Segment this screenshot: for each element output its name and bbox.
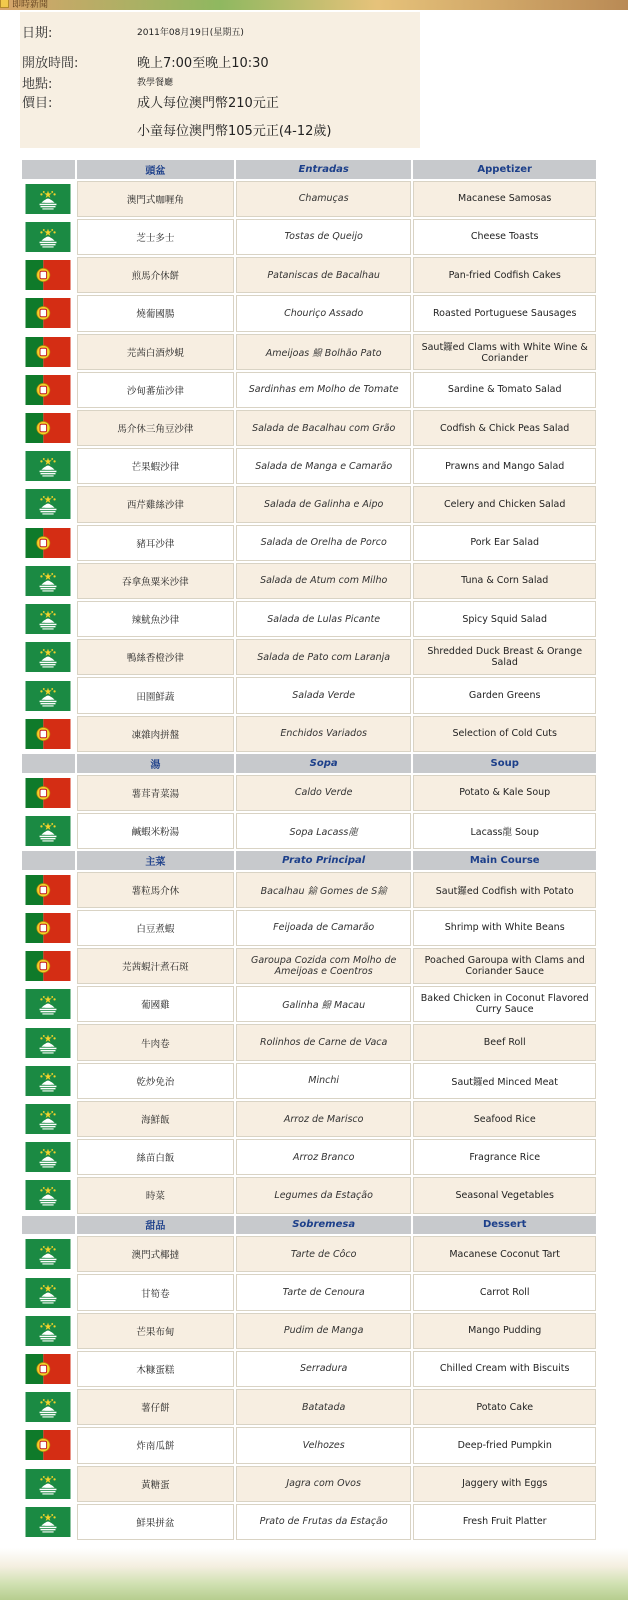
place-label: 地點: [22,77,53,92]
macau-flag-icon [24,1239,72,1269]
dish-name-pt: Salada de Manga e Camarão [236,448,411,484]
macau-flag-icon [24,1104,72,1134]
dish-name-en: Prawns and Mango Salad [413,448,596,484]
portugal-flag-icon [24,298,72,328]
macau-flag-icon [24,1278,72,1308]
flag-cell [22,910,75,946]
flag-cell [22,1236,75,1272]
dish-name-zh: 海鮮飯 [77,1101,234,1137]
flag-cell [22,986,75,1022]
dish-name-zh: 芫茜蜆汁煮石斑 [77,948,234,984]
dish-name-en: Potato & Kale Soup [413,775,596,811]
menu-item-row [22,1063,596,1099]
dish-name-zh: 芝士多士 [77,219,234,255]
place-value: 教學餐廳 [137,78,174,88]
dish-name-en: Potato Cake [413,1389,596,1425]
portugal-flag-icon [24,528,72,558]
section-header-en: Dessert [413,1216,596,1235]
place-row [20,73,420,92]
section-header-blank [22,160,75,179]
dish-name-zh: 甘筍卷 [77,1274,234,1310]
menu-item-row [22,486,596,522]
menu-item-row [22,219,596,255]
dish-name-pt: Jagra com Ovos [236,1466,411,1502]
dish-name-pt: Sopa Lacass龍 [236,813,411,849]
hours-label: 開放時間: [22,56,79,71]
dish-name-zh: 澳門式椰撻 [77,1236,234,1272]
section-header-pt: Entradas [236,160,411,179]
section-header-zh: 頭盆 [77,160,234,179]
dish-name-pt: Caldo Verde [236,775,411,811]
portugal-flag-icon [24,413,72,443]
menu-item-row [22,1274,596,1310]
dish-name-en: Deep-fried Pumpkin [413,1427,596,1463]
dish-name-en: Saut鑼ed Minced Meat [413,1063,596,1099]
section-header-zh: 主菜 [77,851,234,870]
dish-name-pt: Arroz de Marisco [236,1101,411,1137]
macau-flag-icon [24,1469,72,1499]
dish-name-pt: Enchidos Variados [236,716,411,752]
dish-name-en: Codfish & Chick Peas Salad [413,410,596,446]
portugal-flag-icon [24,375,72,405]
flag-cell [22,1427,75,1463]
flag-cell [22,448,75,484]
dish-name-pt: Tarte de Côco [236,1236,411,1272]
menu-item-row [22,448,596,484]
dish-name-en: Fragrance Rice [413,1139,596,1175]
dish-name-pt: Tarte de Cenoura [236,1274,411,1310]
bottom-decoration-banner [0,1548,628,1600]
dish-name-en: Roasted Portuguese Sausages [413,295,596,331]
dish-name-zh: 辣魷魚沙律 [77,601,234,637]
macau-flag-icon [24,642,72,672]
dish-name-zh: 薯粒馬介休 [77,872,234,908]
dish-name-en: Tuna & Corn Salad [413,563,596,599]
dish-name-en: Carrot Roll [413,1274,596,1310]
price-label: 價目: [22,96,53,111]
dish-name-en: Chilled Cream with Biscuits [413,1351,596,1387]
dish-name-en: Spicy Squid Salad [413,601,596,637]
dish-name-en: Celery and Chicken Salad [413,486,596,522]
portugal-flag-icon [24,1430,72,1460]
menu-item-row [22,257,596,293]
section-header-pt: Prato Principal [236,851,411,870]
price-adult: 成人每位澳門幣210元正 [137,96,279,111]
flag-cell [22,1466,75,1502]
dish-name-en: Macanese Samosas [413,181,596,217]
macau-flag-icon [24,222,72,252]
menu-item-row [22,334,596,370]
macau-flag-icon [24,1316,72,1346]
macau-flag-icon [24,604,72,634]
macau-flag-icon [24,184,72,214]
dish-name-zh: 沙甸蕃茄沙律 [77,372,234,408]
dish-name-pt: Salada de Galinha e Aipo [236,486,411,522]
macau-flag-icon [24,1028,72,1058]
flag-cell [22,639,75,675]
flag-cell [22,1063,75,1099]
dish-name-en: Saut鑼ed Clams with White Wine & Coriander [413,334,596,370]
menu-item-row [22,910,596,946]
flag-cell [22,716,75,752]
dish-name-pt: Minchi [236,1063,411,1099]
price-child-row [20,120,420,140]
menu-item-row [22,1427,596,1463]
dish-name-zh: 西芹雞絲沙律 [77,486,234,522]
hours-value: 晚上7:00至晚上10:30 [137,56,269,71]
event-info-panel [20,12,420,148]
dish-name-en: Seafood Rice [413,1101,596,1137]
dish-name-zh: 凍雜肉拼盤 [77,716,234,752]
flag-cell [22,775,75,811]
menu-item-row [22,1504,596,1540]
section-header-row [22,851,596,870]
flag-cell [22,219,75,255]
flag-cell [22,1351,75,1387]
menu-item-row [22,1101,596,1137]
menu-item-row [22,181,596,217]
dish-name-zh: 芒果蝦沙律 [77,448,234,484]
flag-cell [22,948,75,984]
macau-flag-icon [24,566,72,596]
macau-flag-icon [24,1142,72,1172]
section-header-zh: 湯 [77,754,234,773]
section-header-row [22,1216,596,1235]
portugal-flag-icon [24,337,72,367]
date-value: 2011年08月19日(星期五) [137,28,244,38]
dish-name-en: Shrimp with White Beans [413,910,596,946]
dish-name-zh: 薯茸青菜湯 [77,775,234,811]
dish-name-pt: Chamuças [236,181,411,217]
dish-name-zh: 鮮果拼盆 [77,1504,234,1540]
dish-name-en: Shredded Duck Breast & Orange Salad [413,639,596,675]
menu-item-row [22,525,596,561]
macau-flag-icon [24,1507,72,1537]
section-header-en: Soup [413,754,596,773]
section-header-en: Main Course [413,851,596,870]
dish-name-zh: 薯仔餅 [77,1389,234,1425]
flag-cell [22,1177,75,1213]
flag-cell [22,1274,75,1310]
section-header-blank [22,1216,75,1235]
dish-name-pt: Rolinhos de Carne de Vaca [236,1024,411,1060]
section-header-pt: Sobremesa [236,1216,411,1235]
menu-item-row [22,1139,596,1175]
dish-name-zh: 白豆煮蝦 [77,910,234,946]
dish-name-zh: 鴨絲香橙沙律 [77,639,234,675]
dish-name-en: Mango Pudding [413,1313,596,1349]
dish-name-en: Selection of Cold Cuts [413,716,596,752]
section-header-en: Appetizer [413,160,596,179]
dish-name-en: Macanese Coconut Tart [413,1236,596,1272]
flag-cell [22,295,75,331]
macau-flag-icon [24,1180,72,1210]
flag-cell [22,1101,75,1137]
dish-name-pt: Arroz Branco [236,1139,411,1175]
portugal-flag-icon [24,778,72,808]
macau-flag-icon [24,451,72,481]
dish-name-zh: 田園鮮蔬 [77,677,234,713]
macau-flag-icon [24,816,72,846]
dish-name-pt: Salada de Pato com Laranja [236,639,411,675]
macau-flag-icon [24,989,72,1019]
dish-name-pt: Velhozes [236,1427,411,1463]
dish-name-pt: Batatada [236,1389,411,1425]
portugal-flag-icon [24,719,72,749]
news-tab-label: 即時新聞 [12,0,49,10]
dish-name-en: Pan-fried Codfish Cakes [413,257,596,293]
top-decoration-banner [0,0,628,10]
hours-row [20,52,420,72]
dish-name-zh: 絲苗白飯 [77,1139,234,1175]
dish-name-pt: Sardinhas em Molho de Tomate [236,372,411,408]
dish-name-pt: Ameijoas 鱍 Bolhão Pato [236,334,411,370]
flag-cell [22,334,75,370]
dish-name-pt: Salada Verde [236,677,411,713]
dish-name-en: Garden Greens [413,677,596,713]
menu-item-row [22,1177,596,1213]
flag-cell [22,181,75,217]
dish-name-pt: Chouriço Assado [236,295,411,331]
dish-name-en: Pork Ear Salad [413,525,596,561]
dish-name-zh: 澳門式咖喱角 [77,181,234,217]
menu-item-row [22,295,596,331]
dish-name-zh: 吞拿魚粟米沙律 [77,563,234,599]
dish-name-en: Cheese Toasts [413,219,596,255]
menu-item-row [22,1351,596,1387]
portugal-flag-icon [24,260,72,290]
dish-name-pt: Feijoada de Camarão [236,910,411,946]
menu-item-row [22,601,596,637]
flag-cell [22,257,75,293]
menu-item-row [22,372,596,408]
portugal-flag-icon [24,1354,72,1384]
flag-cell [22,486,75,522]
flag-cell [22,372,75,408]
menu-item-row [22,986,596,1022]
section-header-zh: 甜品 [77,1216,234,1235]
flag-cell [22,1139,75,1175]
menu-item-row [22,948,596,984]
dish-name-zh: 燒葡國腸 [77,295,234,331]
dish-name-zh: 豬耳沙律 [77,525,234,561]
dish-name-zh: 芒果布甸 [77,1313,234,1349]
dish-name-zh: 馬介休三角豆沙律 [77,410,234,446]
dish-name-en: Sardine & Tomato Salad [413,372,596,408]
dish-name-zh: 炸南瓜餅 [77,1427,234,1463]
dish-name-pt: Bacalhau 鍮 Gomes de S鍮 [236,872,411,908]
flag-cell [22,525,75,561]
flag-cell [22,601,75,637]
dish-name-pt: Pataniscas de Bacalhau [236,257,411,293]
portugal-flag-icon [24,951,72,981]
price-child: 小童每位澳門幣105元正(4-12歲) [137,124,332,139]
flag-cell [22,410,75,446]
portugal-flag-icon [24,913,72,943]
dish-name-en: Saut鑼ed Codfish with Potato [413,872,596,908]
menu-item-row [22,775,596,811]
dish-name-en: Beef Roll [413,1024,596,1060]
buffet-menu-table [20,158,598,1542]
dish-name-en: Seasonal Vegetables [413,1177,596,1213]
section-header-row [22,754,596,773]
macau-flag-icon [24,489,72,519]
dish-name-pt: Salada de Atum com Milho [236,563,411,599]
dish-name-zh: 鹹蝦米粉湯 [77,813,234,849]
section-header-blank [22,851,75,870]
dish-name-zh: 煎馬介休餅 [77,257,234,293]
news-tab[interactable] [0,0,48,8]
flag-cell [22,1389,75,1425]
portugal-flag-icon [24,875,72,905]
menu-item-row [22,813,596,849]
section-header-pt: Sopa [236,754,411,773]
flag-cell [22,872,75,908]
menu-item-row [22,563,596,599]
dish-name-zh: 牛肉卷 [77,1024,234,1060]
price-row [20,92,420,112]
menu-item-row [22,1389,596,1425]
dish-name-zh: 木糠蛋糕 [77,1351,234,1387]
menu-item-row [22,677,596,713]
date-label: 日期: [22,26,53,41]
dish-name-en: Baked Chicken in Coconut Flavored Curry Sauce [413,986,596,1022]
dish-name-en: Jaggery with Eggs [413,1466,596,1502]
dish-name-en: Fresh Fruit Platter [413,1504,596,1540]
menu-item-row [22,1024,596,1060]
dish-name-zh: 葡國雞 [77,986,234,1022]
macau-flag-icon [24,1066,72,1096]
news-icon [0,0,9,8]
menu-item-row [22,716,596,752]
menu-item-row [22,639,596,675]
menu-item-row [22,1313,596,1349]
macau-flag-icon [24,1392,72,1422]
macau-flag-icon [24,681,72,711]
flag-cell [22,1313,75,1349]
menu-item-row [22,872,596,908]
dish-name-en: Lacass龍 Soup [413,813,596,849]
flag-cell [22,813,75,849]
flag-cell [22,1504,75,1540]
dish-name-zh: 芫茜白酒炒蜆 [77,334,234,370]
flag-cell [22,563,75,599]
menu-item-row [22,1466,596,1502]
dish-name-en: Poached Garoupa with Clams and Coriander Sauce [413,948,596,984]
dish-name-pt: Garoupa Cozida com Molho de Ameijoas e Coentros [236,948,411,984]
dish-name-zh: 時菜 [77,1177,234,1213]
dish-name-pt: Galinha 鱍 Macau [236,986,411,1022]
dish-name-zh: 黃糖蛋 [77,1466,234,1502]
dish-name-pt: Salada de Bacalhau com Grão [236,410,411,446]
section-header-row [22,160,596,179]
flag-cell [22,1024,75,1060]
menu-item-row [22,410,596,446]
date-row [20,22,420,42]
dish-name-pt: Salada de Orelha de Porco [236,525,411,561]
dish-name-pt: Pudim de Manga [236,1313,411,1349]
menu-item-row [22,1236,596,1272]
dish-name-pt: Legumes da Estação [236,1177,411,1213]
dish-name-pt: Prato de Frutas da Estação [236,1504,411,1540]
section-header-blank [22,754,75,773]
dish-name-zh: 乾炒免治 [77,1063,234,1099]
dish-name-pt: Serradura [236,1351,411,1387]
dish-name-pt: Tostas de Queijo [236,219,411,255]
dish-name-pt: Salada de Lulas Picante [236,601,411,637]
flag-cell [22,677,75,713]
